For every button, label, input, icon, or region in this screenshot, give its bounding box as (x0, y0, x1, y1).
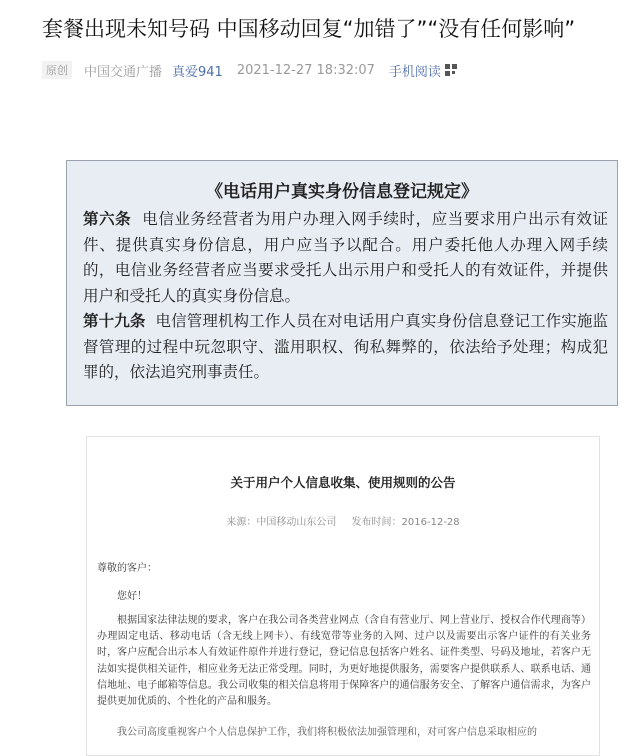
article-6-label: 第六条 (83, 210, 132, 228)
source-link[interactable]: 中国交通广播 (84, 64, 163, 80)
regulation-box (66, 160, 618, 406)
article-19 (83, 309, 608, 386)
article-19-label: 第十九条 (83, 312, 146, 330)
article-meta (42, 60, 457, 80)
publish-time: 2021-12-27 18:32:07 (236, 62, 375, 78)
notice-date: 发布时间：2016-12-28 (351, 517, 460, 528)
regulation-body (83, 207, 608, 386)
article-title: 套餐出现未知号码 中国移动回复“加错了”“没有任何影响” (42, 17, 576, 41)
qr-code-icon[interactable] (445, 64, 457, 76)
mobile-read-link[interactable]: 手机阅读 (388, 64, 441, 80)
regulation-title: 《电话用户真实身份信息登记规定》 (206, 182, 478, 202)
notice-paragraph-1: 根据国家法律法规的要求，客户在我公司各类营业网点（含自有营业厅、网上营业厅、授权合作代理商等）办理固定电话、移动电话（含无线上网卡）、有线宽带等业务的入网、过户以及需要出示客户证件的有关业务时，客户应配合出示本人有效证件原件并进行登记，登记信息包括客户姓名、证件类型、号码及地址，若客户无法如实提供相关证件，相应业务无法正常受理。同时，为更好地提供服务，需要客户提供联系人、联系电话、通信地址、电子邮箱等信息。我公司收集的相关信息将用于保障客户的通信服务安全、了解客户通信需求，为客户提供更加优质的、个性化的产品和服务。 (97, 615, 591, 708)
notice-paragraph-2: 我公司高度重视客户个人信息保护工作，我们将积极依法加强管理和，对可客户信息采取相应的 (117, 727, 537, 738)
notice-source (87, 513, 599, 528)
notice-greeting: 您好！ (117, 591, 147, 602)
article-6 (83, 207, 608, 309)
author-link[interactable]: 真爱941 (172, 64, 223, 80)
article-19-text: 电信管理机构工作人员在对电话用户真实身份信息登记工作实施监督管理的过程中玩忽职守、滥用职权、徇私舞弊的，依法给予处理；构成犯罪的，依法追究刑事责任。 (83, 312, 608, 381)
notice-image (86, 436, 600, 756)
article-6-text: 电信业务经营者为用户办理入网手续时，应当要求用户出示有效证件、提供真实身份信息，用户应当予以配合。用户委托他人办理入网手续的，电信业务经营者应当要求受托人出示用户和受托人的有效证件，并提供用户和受托人的真实身份信息。 (83, 210, 608, 305)
notice-salutation: 尊敬的客户： (97, 563, 157, 574)
notice-source-org: 来源：中国移动山东公司 (226, 517, 337, 528)
original-badge: 原创 (42, 61, 72, 79)
notice-title: 关于用户个人信息收集、使用规则的公告 (230, 475, 456, 490)
